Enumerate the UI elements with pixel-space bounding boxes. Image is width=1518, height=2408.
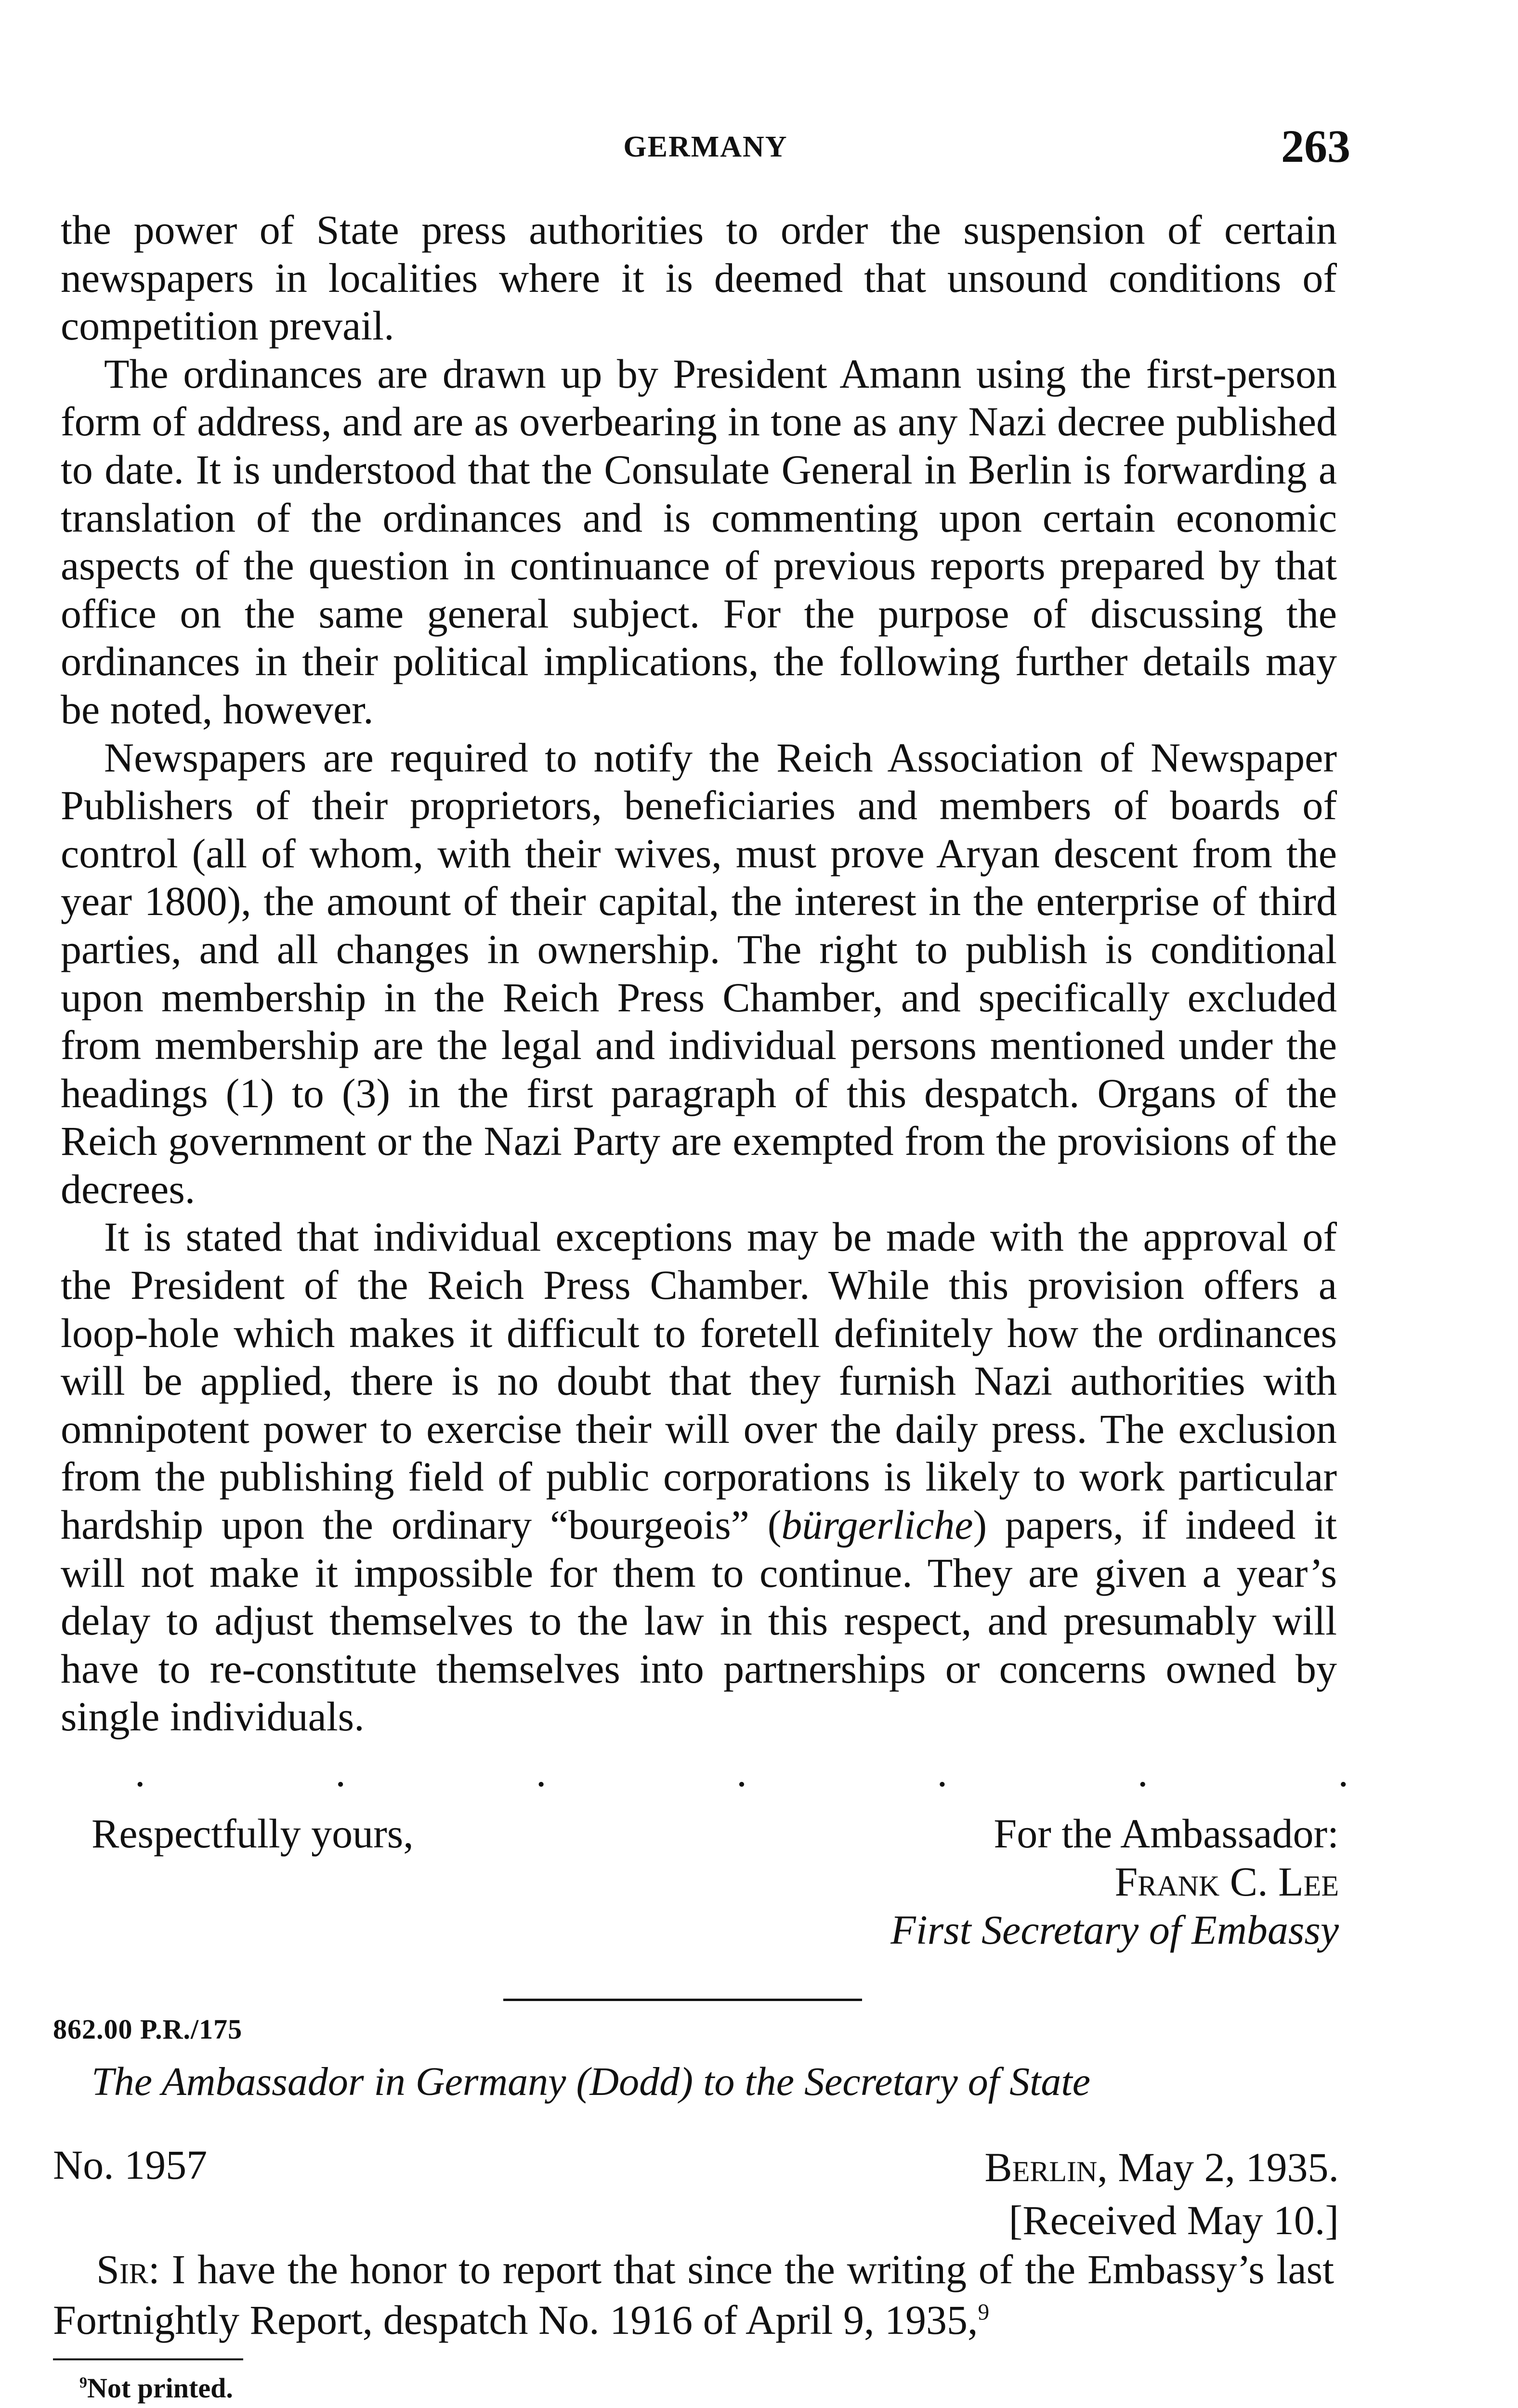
opening-paragraph xyxy=(53,2244,1334,2345)
omission-dots xyxy=(135,1751,1348,1794)
page-number: 263 xyxy=(1281,120,1350,172)
complimentary-close: Respectfully yours, xyxy=(92,1810,414,1857)
exceptions-text-end: ) papers, if indeed it will not make it impossible for them to continue. They are given a year’s delay to adjust themselves to the law in this respect, and presumably will have to re-constitute themselves into partnerships or concerns owned by single individuals. xyxy=(61,1502,1337,1740)
heading-part-2: ) to the Secretary of State xyxy=(680,2059,1091,2104)
paragraph-ordinances: The ordinances are drawn up by President Amann using the first-person form of address, and are as overbearing in tone as any Nazi decree published to date. It is understood that the Consulate General in Berlin is forwarding a translation of the ordinances and is commenting upon certain economic aspects of the question in continuance of previous reports prepared by that office on the same general subject. For the purpose of discussing the ordinances in their political implications, the following further details may be noted, however. xyxy=(61,350,1337,733)
signature-block xyxy=(890,1809,1339,1954)
opening-text: : I have the honor to report that since the writing of the Embassy’s last Fortnightly Report, despatch No. 1916 of April 9, 1935, xyxy=(53,2246,1334,2343)
running-title: GERMANY xyxy=(623,131,788,163)
file-number: 862.00 P.R./175 xyxy=(53,2014,243,2045)
omission-dot: . xyxy=(1138,1749,1148,1795)
omission-dot: . xyxy=(536,1749,547,1795)
paragraph-continuation: the power of State press authorities to order the suspension of certain newspapers in localities where it is deemed that unsound conditions of competition prevail. xyxy=(61,207,1337,349)
body-text xyxy=(61,206,1337,1741)
running-head xyxy=(67,120,1350,179)
signer-title: First Secretary of Embassy xyxy=(890,1907,1339,1953)
omission-dot: . xyxy=(937,1749,948,1795)
footnote-rule xyxy=(53,2358,243,2360)
paragraph-newspapers: Newspapers are required to notify the Reich Association of Newspaper Publishers of their proprietors, beneficiaries and members of boards of control (all of whom, with their wives, must prove Aryan descent from the year 1800), the amount of their capital, the interest in the enterprise of third parties, and all changes in ownership. The right to publish is conditional upon membership in the Reich Press Chamber, and specifically excluded from membership are the legal and individual persons mentioned under the headings (1) to (3) in the first paragraph of this despatch. Organs of the Reich government or the Nazi Party are exempted from the provisions of the decrees. xyxy=(61,734,1337,1212)
received-line: [Received May 10.] xyxy=(1008,2197,1339,2243)
omission-dot: . xyxy=(736,1749,747,1795)
letter-opening xyxy=(53,2244,1334,2345)
date-block xyxy=(984,2141,1339,2247)
section-divider xyxy=(503,1999,862,2001)
exceptions-text-start: It is stated that individual exceptions may be made with the approval of the President of the Reich Press Chamber. While this provision offers a loop-hole which makes it difficult to foretell definitely how the ordinances will be applied, there is no doubt that they furnish Nazi authorities with omnipotent power to exercise their will over the daily press. The exclusion from the publishing field of public corporations is likely to work particular hardship upon the ordinary “bourgeois” ( xyxy=(61,1214,1337,1548)
burgerliche-term: bürgerliche xyxy=(781,1502,973,1548)
heading-part-1: The Ambassador in Germany ( xyxy=(92,2059,590,2104)
omission-dot: . xyxy=(335,1749,346,1795)
omission-dot: . xyxy=(135,1749,145,1795)
paragraph-exceptions xyxy=(61,1213,1337,1741)
footnote-text: Not printed. xyxy=(87,2372,233,2404)
footnote xyxy=(79,2372,233,2404)
omission-dot: . xyxy=(1338,1749,1348,1795)
salutation: Sir xyxy=(96,2246,148,2292)
date-line xyxy=(984,2141,1339,2194)
heading-dodd: Dodd xyxy=(589,2059,680,2104)
document-heading xyxy=(92,2055,1324,2108)
footnote-ref: 9 xyxy=(978,2300,990,2325)
footnote-marker: 9 xyxy=(79,2374,87,2391)
signer-name: Frank C. Lee xyxy=(1114,1858,1339,1905)
place-name: Berlin xyxy=(984,2144,1098,2190)
despatch-number: No. 1957 xyxy=(53,2142,208,2188)
date-text: , May 2, 1935. xyxy=(1097,2144,1339,2190)
for-ambassador-line: For the Ambassador: xyxy=(994,1810,1339,1857)
